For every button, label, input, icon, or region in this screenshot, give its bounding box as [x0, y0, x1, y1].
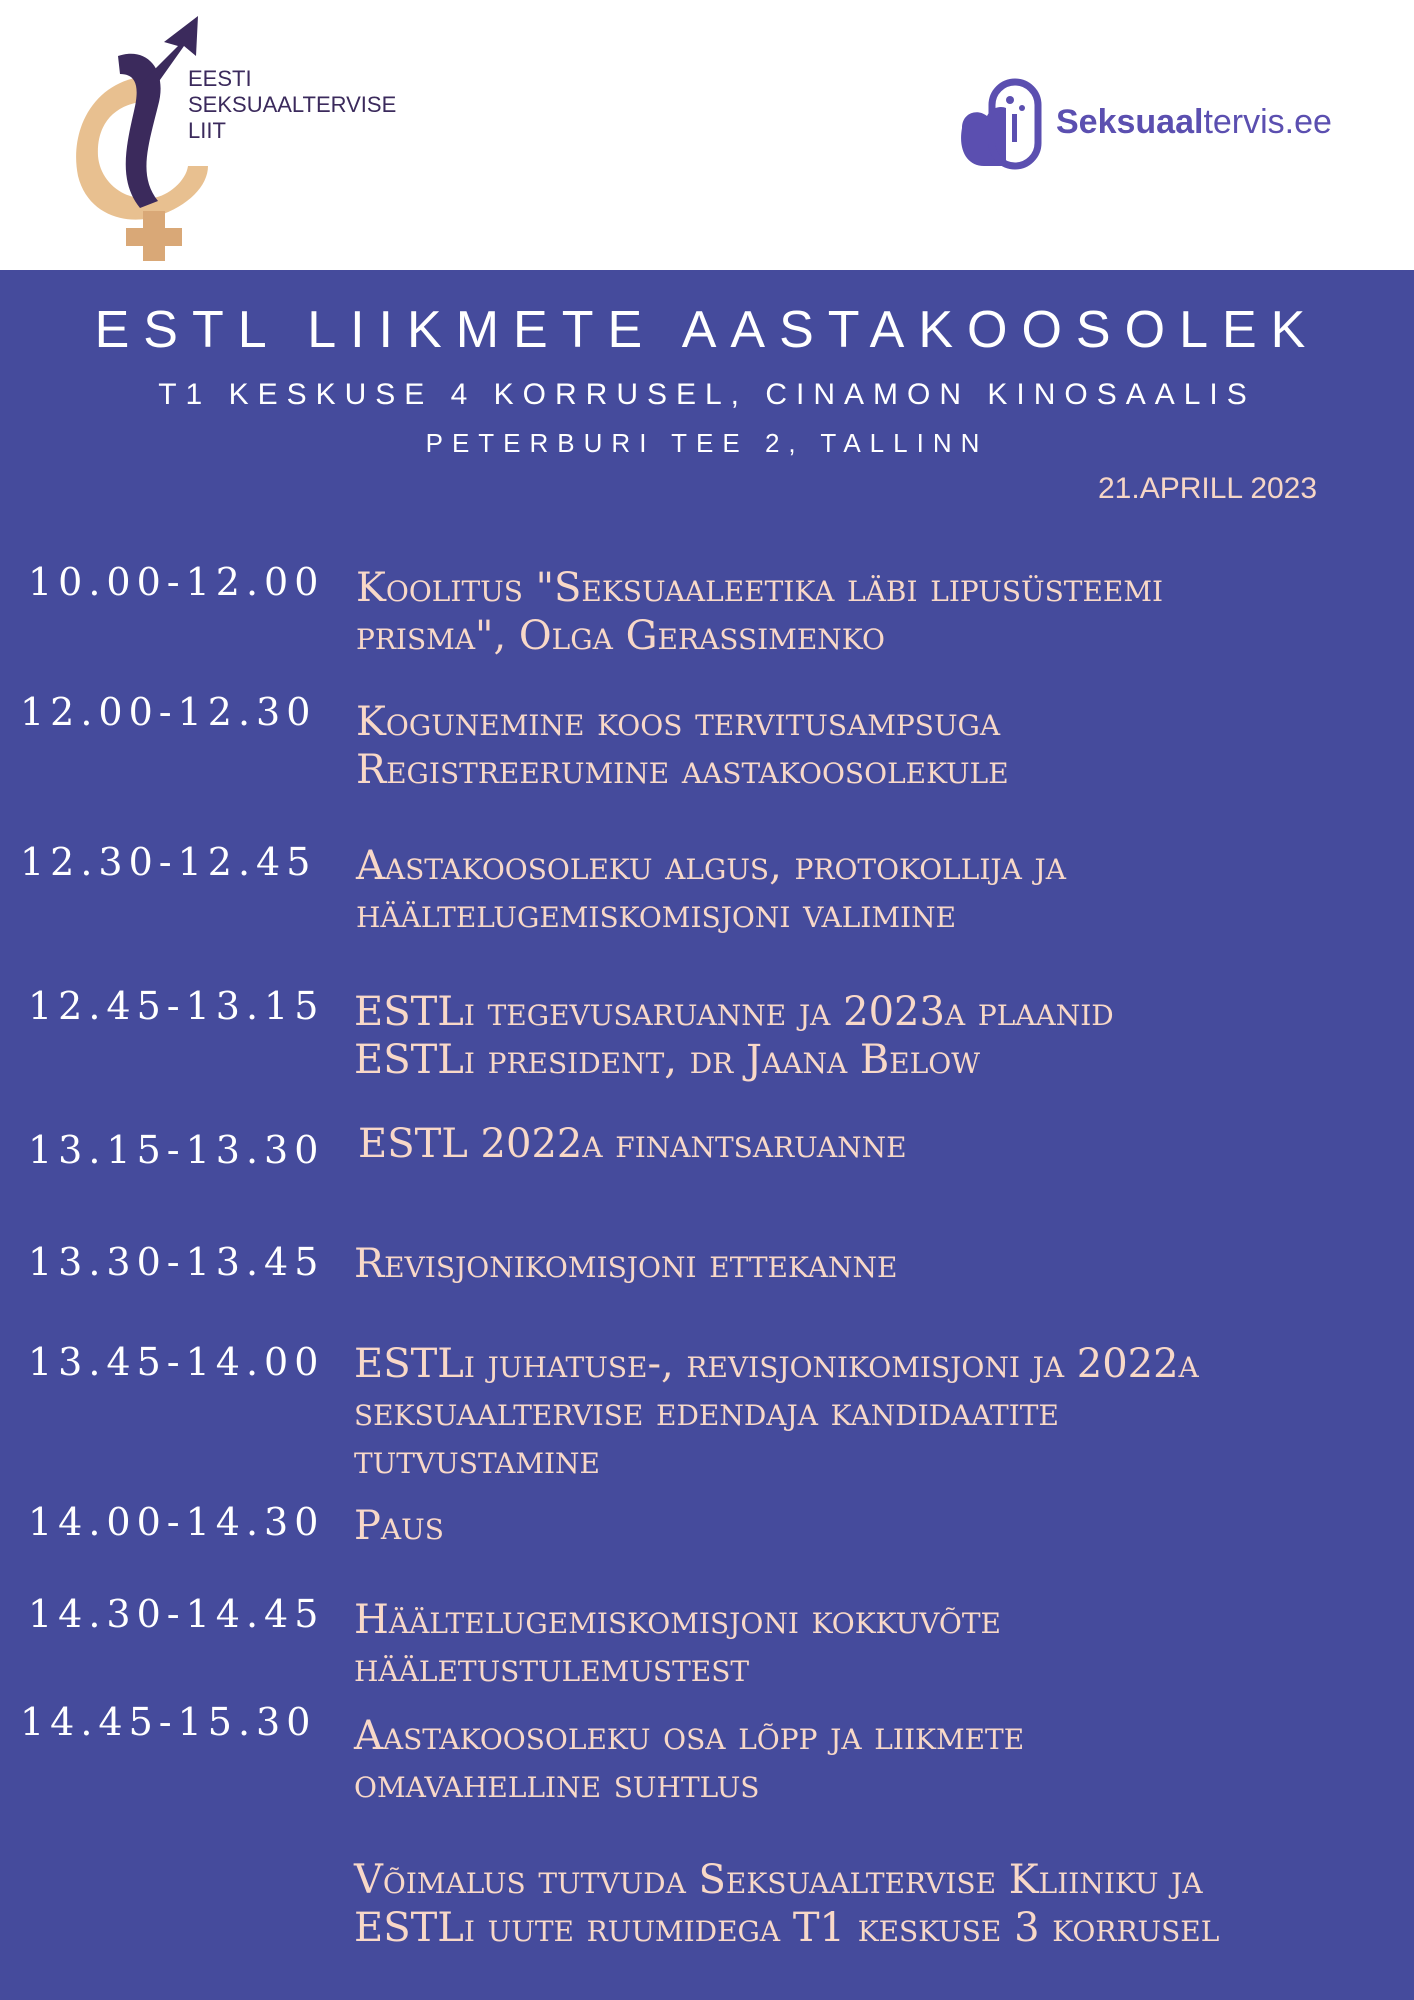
- agenda-item-line: hääletustulemustest: [354, 1645, 750, 1691]
- agenda-item-line: Häältelugemiskomisjoni kokkuvõte: [354, 1597, 1001, 1643]
- agenda-item: [354, 1596, 1001, 1692]
- agenda-item: [354, 1340, 1199, 1484]
- seksuaaltervis-logo-text: [1056, 102, 1332, 142]
- agenda-item-line: Kogunemine koos tervitusampsuga: [356, 699, 1001, 745]
- event-location: T1 KESKUSE 4 KORRUSEL, CINAMON KINOSAALIS: [158, 378, 1256, 411]
- event-date: 21.APRILL 2023: [1098, 472, 1318, 505]
- footer-note: [354, 1856, 1219, 1952]
- agenda-time: 13.30-13.45: [28, 1240, 325, 1284]
- agenda-time: 13.45-14.00: [28, 1340, 325, 1384]
- event-title: ESTL LIIKMETE AASTAKOOSOLEK: [94, 301, 1320, 359]
- agenda-item: [356, 842, 1066, 938]
- agenda-item: [358, 1120, 907, 1168]
- agenda-item: [354, 1240, 897, 1288]
- estl-logo-text: [188, 66, 396, 144]
- agenda-item-line: prisma", Olga Gerassimenko: [356, 613, 885, 659]
- header: [0, 0, 1414, 270]
- estl-logo-line: EESTI: [188, 66, 252, 91]
- agenda-item-line: ESTLi president, dr Jaana Below: [354, 1037, 981, 1083]
- agenda-item-line: seksuaaltervise edendaja kandidaatite: [354, 1389, 1059, 1435]
- agenda-item: [354, 1502, 444, 1550]
- agenda-time: 14.30-14.45: [28, 1592, 325, 1636]
- seksuaaltervis-logo-icon: [952, 78, 1044, 170]
- logo-text-rest: tervis.ee: [1203, 103, 1332, 141]
- agenda-time: 14.00-14.30: [28, 1500, 325, 1544]
- agenda-time: 10.00-12.00: [28, 560, 325, 604]
- event-address: PETERBURI TEE 2, TALLINN: [425, 428, 989, 458]
- agenda-item-line: ESTLi tegevusaruanne ja 2023a plaanid: [354, 989, 1114, 1035]
- agenda-time: 13.15-13.30: [28, 1128, 325, 1172]
- agenda-item: [354, 1712, 1024, 1808]
- estl-logo-line: LIIT: [188, 118, 226, 143]
- logo-text-bold: Seksuaal: [1056, 103, 1204, 141]
- agenda-item-line: Aastakoosoleku algus, protokollija ja: [356, 843, 1067, 889]
- agenda-item: [356, 564, 1163, 660]
- agenda-item-line: Revisjonikomisjoni ettekanne: [354, 1241, 898, 1287]
- agenda-item: [356, 698, 1009, 794]
- footer-note-line: Võimalus tutvuda Seksuaaltervise Kliiniku ja: [354, 1857, 1203, 1903]
- agenda-item-line: Registreerumine aastakoosolekule: [356, 747, 1009, 793]
- agenda-item-line: häältelugemiskomisjoni valimine: [356, 891, 957, 937]
- agenda-item-line: tutvustamine: [354, 1437, 600, 1483]
- agenda-item-line: Paus: [354, 1503, 444, 1549]
- agenda-item: [354, 988, 1114, 1084]
- agenda-item-line: Koolitus "Seksuaaleetika läbi lipusüsteemi: [356, 565, 1164, 611]
- agenda-item-line: ESTL 2022a finantsaruanne: [358, 1121, 907, 1167]
- estl-logo-line: SEKSUAALTERVISE: [188, 92, 397, 117]
- agenda-item-line: ESTLi juhatuse-, revisjonikomisjoni ja 2022a: [354, 1341, 1199, 1387]
- agenda-item-line: Aastakoosoleku osa lõpp ja liikmete: [354, 1713, 1025, 1759]
- footer-note-line: ESTLi uute ruumidega T1 keskuse 3 korrusel: [354, 1905, 1220, 1951]
- agenda-time: 14.45-15.30: [20, 1700, 317, 1744]
- agenda-time: 12.00-12.30: [20, 690, 317, 734]
- agenda-time: 12.30-12.45: [20, 840, 317, 884]
- agenda-item-line: omavahelline suhtlus: [354, 1761, 760, 1807]
- agenda-time: 12.45-13.15: [28, 984, 325, 1028]
